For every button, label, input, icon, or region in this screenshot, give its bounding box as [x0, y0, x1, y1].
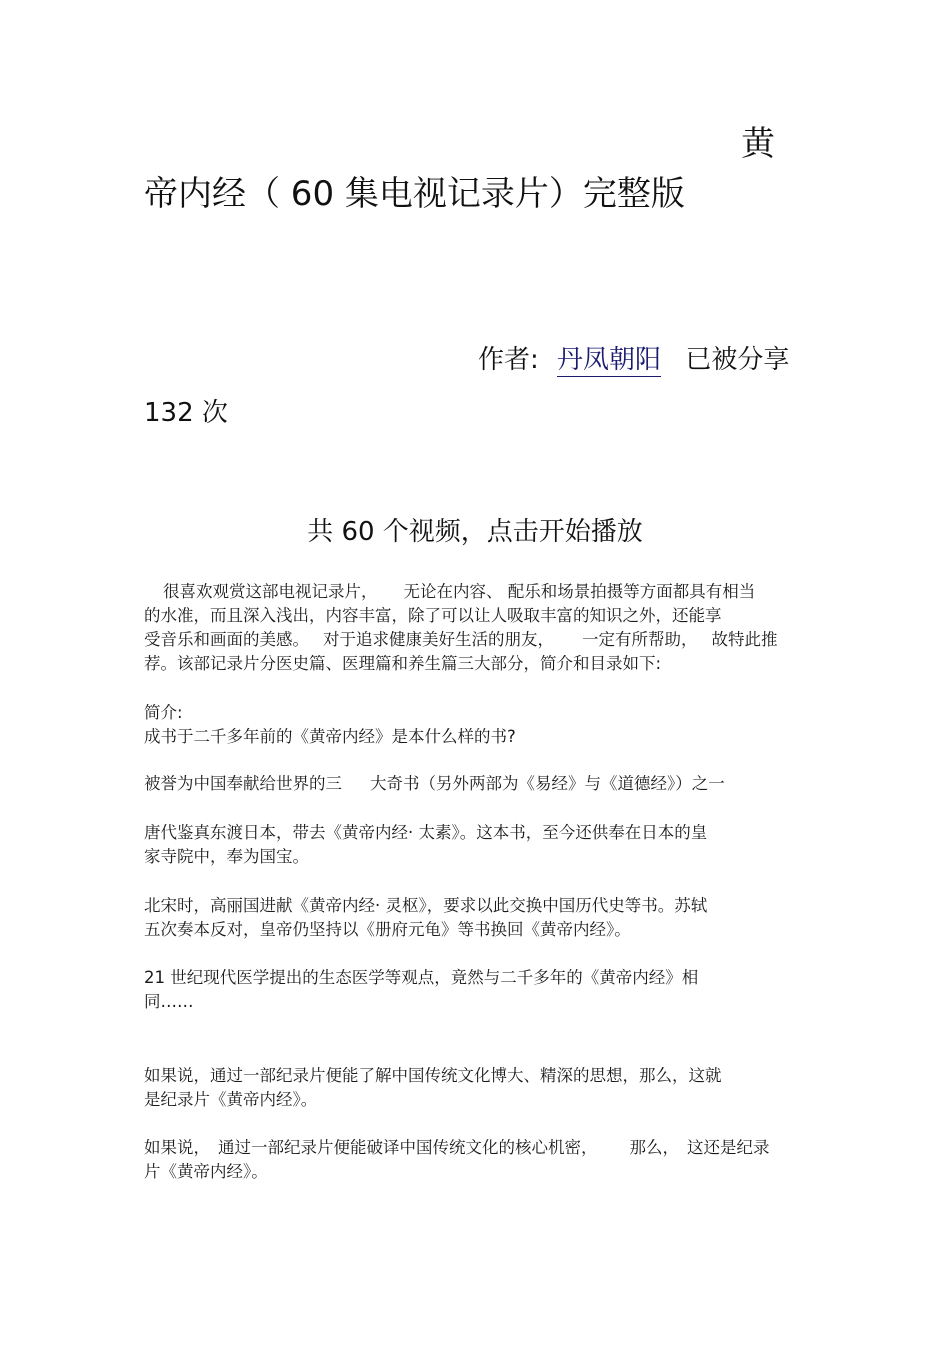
fact-1: 被誉为中国奉献给世界的三 大奇书（另外两部为《易经》与《道德经》）之一 [144, 774, 725, 793]
conclusion-2-line-1: 如果说， 通过一部纪录片便能破译中国传统文化的核心机密， 那么， 这还是纪录 [144, 1138, 770, 1157]
fact-3-line-2: 五次奏本反对，皇帝仍坚持以《册府元龟》等书换回《黄帝内经》。 [144, 920, 631, 939]
brief-label: 简介: [144, 703, 183, 722]
title-first-char: 黄 [741, 124, 775, 164]
fact-4-line-2: 同…… [144, 992, 194, 1011]
fact-3-line-1: 北宋时，高丽国进献《黄帝内经· 灵枢》，要求以此交换中国历代史等书。苏轼 [144, 896, 708, 915]
conclusion-1-line-1: 如果说，通过一部纪录片便能了解中国传统文化博大、精深的思想，那么，这就 [144, 1066, 722, 1085]
intro-line-2: 的水准，而且深入浅出，内容丰富，除了可以让人吸取丰富的知识之外，还能享 [144, 606, 722, 625]
author-label: 作者: [478, 345, 539, 375]
intro-line-1: 很喜欢观赏这部电视记录片， 无论在内容、 配乐和场景拍摄等方面都具有相当 [163, 582, 756, 601]
author-line [478, 340, 789, 380]
fact-2-line-1: 唐代鉴真东渡日本，带去《黄帝内经· 太素》。这本书，至今还供奉在日本的皇 [144, 823, 708, 842]
conclusion-2-line-2: 片《黄帝内经》。 [144, 1162, 268, 1181]
fact-4-line-1: 21 世纪现代医学提出的生态医学等观点，竟然与二千多年的《黄帝内经》相 [144, 968, 699, 987]
shared-prefix: 已被分享 [685, 345, 790, 375]
intro-line-3: 受音乐和画面的美感。 对于追求健康美好生活的朋友， 一定有所帮助， 故特此推 [144, 630, 778, 649]
author-link[interactable]: 丹凤朝阳 [557, 345, 662, 375]
conclusion-1-line-2: 是纪录片《黄帝内经》。 [144, 1090, 318, 1109]
page-title: 帝内经（ 60 集电视记录片）完整版 [144, 174, 685, 214]
brief-question: 成书于二千多年前的《黄帝内经》是本什么样的书? [144, 727, 516, 746]
video-count-heading[interactable]: 共 60 个视频，点击开始播放 [307, 517, 643, 547]
fact-2-line-2: 家寺院中，奉为国宝。 [144, 847, 309, 866]
share-count: 132 次 [144, 398, 228, 428]
intro-line-4: 荐。该部记录片分医史篇、医理篇和养生篇三大部分，简介和目录如下: [144, 654, 662, 673]
